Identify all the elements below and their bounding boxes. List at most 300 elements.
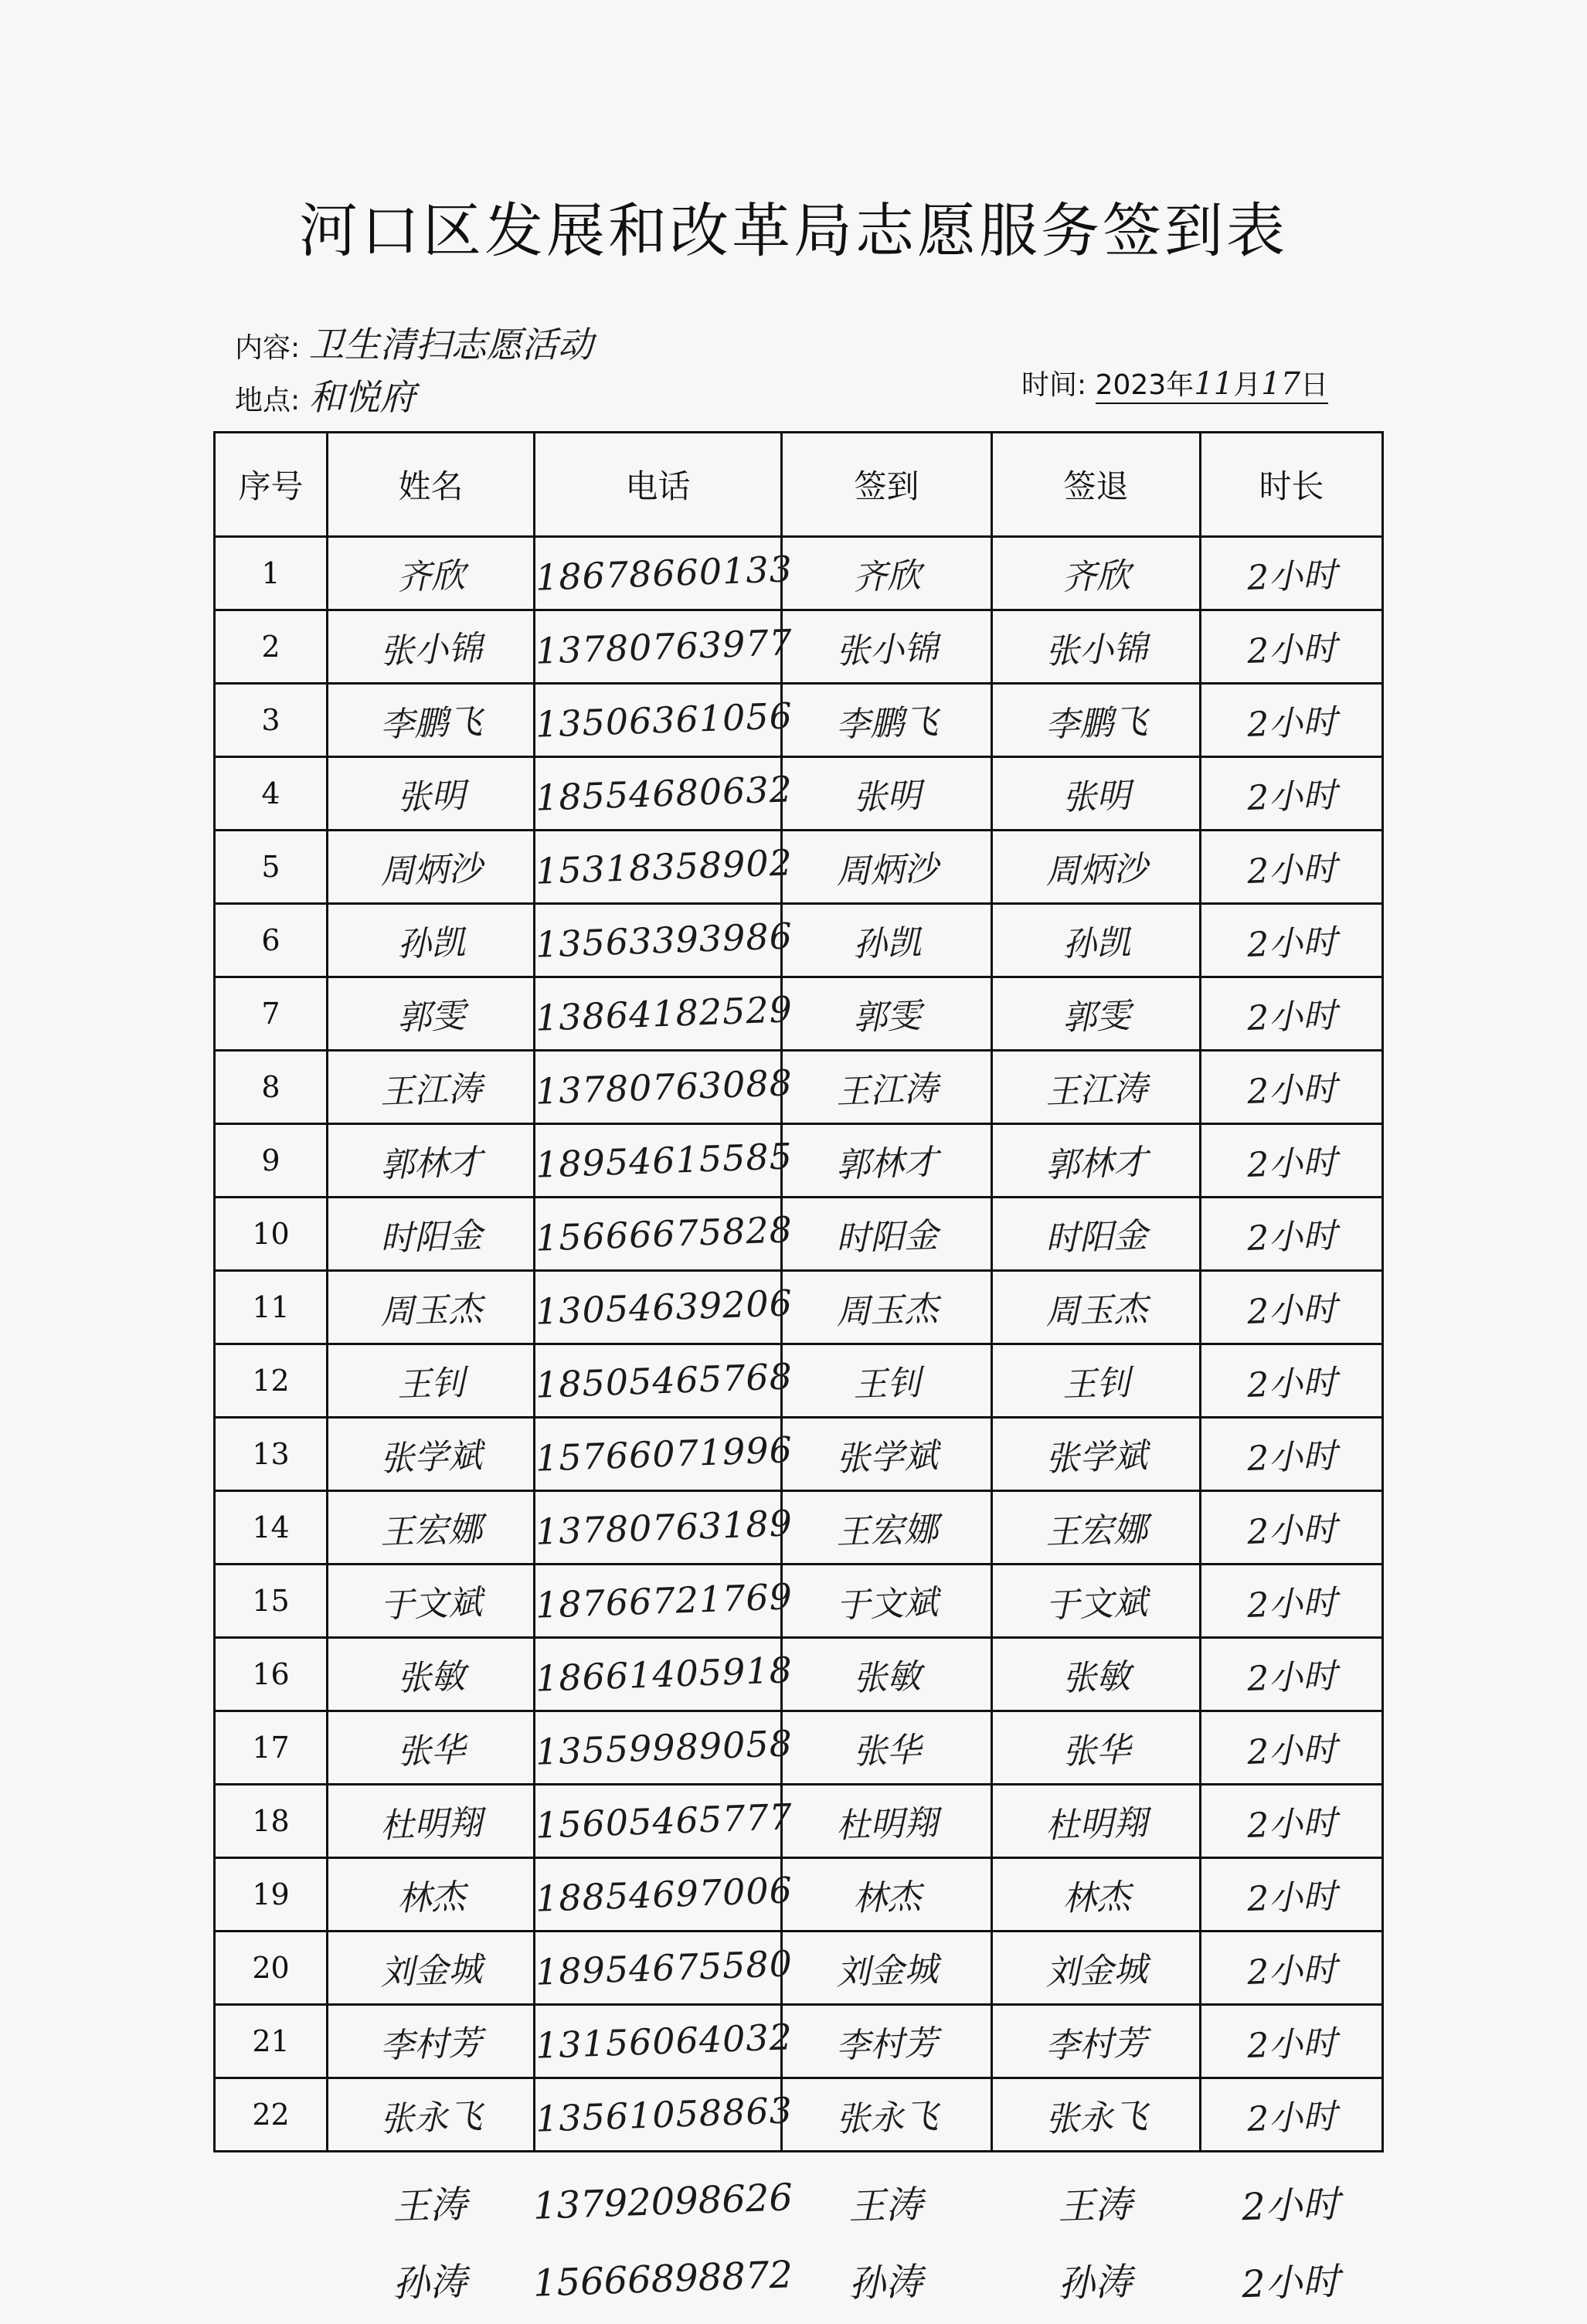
sign-out-cell-text: 杜明翔 bbox=[1044, 1802, 1148, 1847]
duration-cell-text: 2小时 bbox=[1245, 2023, 1337, 2067]
duration-cell-text: 2小时 bbox=[1245, 1656, 1337, 1700]
row-number-text: 13 bbox=[252, 1437, 290, 1471]
phone-cell bbox=[535, 1418, 794, 1491]
duration-cell-text: 2小时 bbox=[1245, 1142, 1337, 1186]
row-number bbox=[215, 1124, 328, 1198]
date-month-suffix: 月 bbox=[1233, 369, 1262, 401]
duration-cell-text: 2小时 bbox=[1245, 1215, 1337, 1259]
sign-out-cell-text: 林杰 bbox=[1061, 1877, 1131, 1919]
sign-in-cell-text: 张永飞 bbox=[834, 2096, 939, 2140]
sign-out-cell bbox=[992, 2005, 1201, 2078]
sign-out-cell bbox=[992, 1051, 1201, 1124]
sign-out-cell-text: 张明 bbox=[1061, 776, 1131, 818]
row-number-text: 15 bbox=[252, 1584, 290, 1618]
row-number-text: 12 bbox=[252, 1364, 290, 1398]
table-row bbox=[215, 1491, 1383, 1565]
name-cell-text: 郭林才 bbox=[379, 1142, 483, 1186]
phone-cell-text: 13156064032 bbox=[535, 2016, 794, 2067]
table-row bbox=[215, 1051, 1383, 1124]
duration-cell bbox=[1201, 2005, 1383, 2078]
phone-cell-text: 13563393986 bbox=[535, 915, 794, 966]
table-row bbox=[215, 1785, 1383, 1858]
duration-cell-text: 2小时 bbox=[1245, 1069, 1337, 1113]
sign-in-cell-text: 郭林才 bbox=[834, 1142, 939, 1186]
phone-cell-text: 15666675828 bbox=[535, 1208, 794, 1259]
row-number-text: 21 bbox=[252, 2024, 290, 2058]
phone-cell-text: 18954675580 bbox=[535, 1942, 794, 1993]
duration-cell-text: 2小时 bbox=[1245, 1729, 1337, 1773]
sign-out-cell-text: 齐欣 bbox=[1061, 556, 1131, 598]
sign-in-cell-text: 李村芳 bbox=[834, 2023, 939, 2067]
sign-out-cell bbox=[992, 2078, 1201, 2152]
extra-dur-cell bbox=[1199, 2176, 1381, 2229]
sign-in-cell-text: 王江涛 bbox=[834, 1069, 939, 1113]
name-cell-text: 张明 bbox=[396, 776, 466, 818]
row-number-text: 16 bbox=[252, 1657, 290, 1691]
duration-cell bbox=[1201, 1932, 1383, 2005]
name-cell bbox=[328, 1565, 535, 1638]
sign-out-cell bbox=[992, 537, 1201, 610]
duration-cell-text: 2小时 bbox=[1245, 628, 1337, 672]
duration-cell-text: 2小时 bbox=[1245, 1289, 1337, 1333]
sign-in-cell-text: 周炳沙 bbox=[834, 848, 939, 892]
row-number bbox=[215, 1565, 328, 1638]
name-cell-text: 王宏娜 bbox=[379, 1509, 483, 1553]
phone-cell bbox=[535, 1711, 794, 1785]
name-cell-text: 王钊 bbox=[396, 1363, 466, 1405]
extra-name-text: 王涛 bbox=[392, 2182, 468, 2229]
row-number-text: 8 bbox=[261, 1070, 280, 1104]
name-cell bbox=[328, 1858, 535, 1932]
row-number-text: 9 bbox=[261, 1143, 280, 1177]
phone-cell-text: 15318358902 bbox=[535, 841, 794, 892]
name-cell-text: 张小锦 bbox=[379, 628, 483, 672]
phone-cell-text: 18661405918 bbox=[535, 1649, 794, 1700]
sign-out-cell bbox=[992, 610, 1201, 684]
header-duration: 时长 bbox=[1201, 433, 1383, 537]
table-row bbox=[215, 2005, 1383, 2078]
row-number bbox=[215, 1932, 328, 2005]
extra-name-text: 孙涛 bbox=[392, 2259, 468, 2306]
sign-in-cell-text: 刘金城 bbox=[834, 1949, 939, 1993]
phone-cell-text: 13506361056 bbox=[535, 695, 794, 746]
header-sign-in: 签到 bbox=[782, 433, 992, 537]
table-row bbox=[215, 904, 1383, 977]
table-row bbox=[215, 1565, 1383, 1638]
sign-in-cell bbox=[782, 2078, 992, 2152]
sign-in-cell-text: 李鹏飞 bbox=[834, 702, 939, 746]
name-cell-text: 李村芳 bbox=[379, 2023, 483, 2067]
date-day: 17 bbox=[1261, 366, 1301, 402]
sign-out-cell-text: 刘金城 bbox=[1044, 1949, 1148, 1993]
sign-in-cell bbox=[782, 977, 992, 1051]
duration-cell bbox=[1201, 977, 1383, 1051]
sign-out-cell bbox=[992, 831, 1201, 904]
phone-cell-text: 13780763189 bbox=[535, 1502, 794, 1553]
phone-cell bbox=[535, 831, 794, 904]
sign-out-cell bbox=[992, 757, 1201, 831]
extra-dur-cell bbox=[1199, 2253, 1381, 2306]
phone-cell-text: 13864182529 bbox=[535, 988, 794, 1039]
phone-cell bbox=[535, 1051, 794, 1124]
sign-in-cell bbox=[782, 1051, 992, 1124]
table-row bbox=[215, 1198, 1383, 1271]
sign-out-cell-text: 张敏 bbox=[1061, 1656, 1131, 1699]
duration-cell-text: 2小时 bbox=[1245, 848, 1337, 892]
content-value: 卫生清扫志愿活动 bbox=[308, 324, 593, 365]
name-cell-text: 郭雯 bbox=[396, 996, 466, 1038]
header-row bbox=[215, 433, 1383, 537]
name-cell bbox=[328, 1932, 535, 2005]
name-cell bbox=[328, 1785, 535, 1858]
phone-cell-text: 13054639206 bbox=[535, 1282, 794, 1333]
extra-name-cell bbox=[326, 2253, 533, 2306]
row-number bbox=[215, 1711, 328, 1785]
sign-out-cell bbox=[992, 1124, 1201, 1198]
sign-out-cell-text: 王宏娜 bbox=[1044, 1509, 1148, 1553]
phone-cell bbox=[535, 1491, 794, 1565]
phone-cell bbox=[535, 904, 794, 977]
duration-cell bbox=[1201, 1565, 1383, 1638]
row-number bbox=[215, 684, 328, 757]
table-row bbox=[215, 831, 1383, 904]
table-row bbox=[215, 757, 1383, 831]
duration-cell bbox=[1201, 1858, 1383, 1932]
sign-in-cell bbox=[782, 2005, 992, 2078]
extra-out-cell bbox=[991, 2176, 1199, 2229]
duration-cell-text: 2小时 bbox=[1245, 1876, 1337, 1920]
sign-in-cell bbox=[782, 684, 992, 757]
sign-out-cell-text: 郭雯 bbox=[1061, 996, 1131, 1038]
row-number-text: 10 bbox=[252, 1217, 290, 1251]
sign-in-cell-text: 于文斌 bbox=[834, 1582, 939, 1626]
duration-cell bbox=[1201, 757, 1383, 831]
phone-cell bbox=[535, 1198, 794, 1271]
name-cell-text: 齐欣 bbox=[396, 556, 466, 598]
sign-out-cell bbox=[992, 1565, 1201, 1638]
name-cell-text: 张学斌 bbox=[379, 1436, 483, 1480]
duration-cell-text: 2小时 bbox=[1245, 1582, 1337, 1626]
phone-cell-text: 13561058863 bbox=[535, 2089, 794, 2140]
sign-in-cell bbox=[782, 1344, 992, 1418]
sign-in-cell bbox=[782, 1932, 992, 2005]
sign-out-cell bbox=[992, 1858, 1201, 1932]
sign-out-cell-text: 周炳沙 bbox=[1044, 848, 1148, 892]
sign-in-cell bbox=[782, 1271, 992, 1344]
location-value: 和悦府 bbox=[308, 376, 416, 418]
duration-cell bbox=[1201, 1491, 1383, 1565]
sign-out-cell bbox=[992, 1271, 1201, 1344]
row-number bbox=[215, 2078, 328, 2152]
row-number bbox=[215, 2005, 328, 2078]
sign-out-cell-text: 孙凯 bbox=[1061, 922, 1131, 965]
header-phone: 电话 bbox=[535, 433, 782, 537]
duration-cell bbox=[1201, 1785, 1383, 1858]
sign-in-cell-text: 齐欣 bbox=[851, 556, 922, 598]
name-cell-text: 王江涛 bbox=[379, 1069, 483, 1113]
name-cell bbox=[328, 537, 535, 610]
phone-cell-text: 18954615585 bbox=[535, 1135, 794, 1186]
table-row bbox=[215, 610, 1383, 684]
sign-in-cell-text: 张华 bbox=[851, 1730, 922, 1772]
sign-out-cell-text: 于文斌 bbox=[1044, 1582, 1148, 1626]
date-value bbox=[1095, 366, 1329, 404]
row-number-text: 18 bbox=[252, 1804, 290, 1838]
phone-cell bbox=[535, 1565, 794, 1638]
row-number bbox=[215, 757, 328, 831]
table-row bbox=[215, 977, 1383, 1051]
sign-out-cell-text: 时阳金 bbox=[1044, 1215, 1148, 1259]
sign-out-cell bbox=[992, 684, 1201, 757]
name-cell bbox=[328, 1711, 535, 1785]
phone-cell bbox=[535, 610, 794, 684]
duration-cell-text: 2小时 bbox=[1245, 1802, 1337, 1847]
row-number bbox=[215, 1491, 328, 1565]
phone-cell-text: 18505465768 bbox=[535, 1355, 794, 1406]
name-cell-text: 张敏 bbox=[396, 1656, 466, 1699]
name-cell-text: 李鹏飞 bbox=[379, 702, 483, 746]
phone-cell-text: 13780763977 bbox=[535, 621, 794, 672]
extra-phone-text: 13792098626 bbox=[532, 2176, 794, 2228]
phone-cell bbox=[535, 537, 794, 610]
sign-in-cell-text: 王钊 bbox=[851, 1363, 922, 1405]
row-number-text: 14 bbox=[252, 1510, 290, 1544]
name-cell bbox=[328, 977, 535, 1051]
phone-cell bbox=[535, 977, 794, 1051]
header-name: 姓名 bbox=[328, 433, 535, 537]
row-number-text: 6 bbox=[261, 923, 280, 957]
row-number bbox=[215, 1271, 328, 1344]
row-number-text: 20 bbox=[252, 1951, 290, 1985]
duration-cell-text: 2小时 bbox=[1245, 775, 1337, 819]
phone-cell bbox=[535, 2078, 794, 2152]
duration-cell bbox=[1201, 1418, 1383, 1491]
table-row bbox=[215, 1271, 1383, 1344]
row-number bbox=[215, 1051, 328, 1124]
phone-cell-text: 18554680632 bbox=[535, 768, 794, 819]
duration-cell bbox=[1201, 831, 1383, 904]
table-row bbox=[215, 1858, 1383, 1932]
sign-in-cell bbox=[782, 610, 992, 684]
name-cell bbox=[328, 1638, 535, 1711]
phone-cell bbox=[535, 1344, 794, 1418]
name-cell bbox=[328, 2005, 535, 2078]
extra-phone-text: 15666898872 bbox=[532, 2253, 794, 2305]
sign-out-cell-text: 张小锦 bbox=[1044, 628, 1148, 672]
duration-cell bbox=[1201, 2078, 1383, 2152]
name-cell bbox=[328, 1124, 535, 1198]
date-year: 2023 bbox=[1095, 369, 1167, 401]
header-no: 序号 bbox=[215, 433, 328, 537]
extra-row bbox=[213, 2241, 1381, 2318]
phone-cell-text: 15605465777 bbox=[535, 1796, 794, 1847]
sign-out-cell bbox=[992, 1344, 1201, 1418]
duration-cell-text: 2小时 bbox=[1245, 1509, 1337, 1553]
sign-in-cell bbox=[782, 1565, 992, 1638]
sign-out-cell-text: 张永飞 bbox=[1044, 2096, 1148, 2140]
extra-row bbox=[213, 2163, 1381, 2241]
sign-out-cell-text: 张华 bbox=[1061, 1730, 1131, 1772]
sign-in-cell-text: 林杰 bbox=[851, 1877, 922, 1919]
table-row bbox=[215, 1711, 1383, 1785]
date-line bbox=[1021, 363, 1328, 403]
row-number-text: 19 bbox=[252, 1877, 290, 1911]
extra-entries bbox=[213, 2163, 1381, 2318]
extra-in-cell bbox=[780, 2176, 991, 2229]
sign-out-cell-text: 李村芳 bbox=[1044, 2023, 1148, 2067]
table-row bbox=[215, 1418, 1383, 1491]
duration-cell-text: 2小时 bbox=[1245, 1436, 1337, 1480]
row-number-text: 7 bbox=[261, 997, 280, 1031]
row-number bbox=[215, 1344, 328, 1418]
duration-cell bbox=[1201, 1271, 1383, 1344]
row-number bbox=[215, 1638, 328, 1711]
duration-cell bbox=[1201, 610, 1383, 684]
name-cell bbox=[328, 610, 535, 684]
phone-cell-text: 15766071996 bbox=[535, 1429, 794, 1480]
name-cell bbox=[328, 684, 535, 757]
sign-in-cell-text: 张敏 bbox=[851, 1656, 922, 1699]
duration-cell bbox=[1201, 1198, 1383, 1271]
duration-cell bbox=[1201, 1124, 1383, 1198]
date-month: 11 bbox=[1194, 366, 1234, 402]
duration-cell bbox=[1201, 904, 1383, 977]
phone-cell-text: 18678660133 bbox=[535, 548, 794, 599]
extra-dur-text: 2小时 bbox=[1240, 2182, 1341, 2229]
extra-out-text: 孙涛 bbox=[1057, 2259, 1133, 2306]
name-cell-text: 时阳金 bbox=[379, 1215, 483, 1259]
duration-cell bbox=[1201, 1051, 1383, 1124]
name-cell bbox=[328, 831, 535, 904]
duration-cell bbox=[1201, 1711, 1383, 1785]
duration-cell-text: 2小时 bbox=[1245, 702, 1337, 746]
sign-in-cell bbox=[782, 757, 992, 831]
extra-dur-text: 2小时 bbox=[1240, 2259, 1341, 2306]
sign-out-cell bbox=[992, 977, 1201, 1051]
extra-phone-cell bbox=[532, 2253, 794, 2305]
phone-cell bbox=[535, 1932, 794, 2005]
sign-out-cell bbox=[992, 1418, 1201, 1491]
extra-name-cell bbox=[326, 2176, 533, 2229]
row-number bbox=[215, 1198, 328, 1271]
sign-in-cell-text: 孙凯 bbox=[851, 922, 922, 965]
sign-in-cell bbox=[782, 1198, 992, 1271]
name-cell bbox=[328, 1344, 535, 1418]
sign-out-cell bbox=[992, 1198, 1201, 1271]
row-number bbox=[215, 610, 328, 684]
sign-in-cell bbox=[782, 1858, 992, 1932]
sign-out-cell bbox=[992, 1785, 1201, 1858]
duration-cell-text: 2小时 bbox=[1245, 995, 1337, 1039]
name-cell bbox=[328, 1491, 535, 1565]
phone-cell bbox=[535, 1858, 794, 1932]
name-cell bbox=[328, 1051, 535, 1124]
table-row bbox=[215, 1638, 1383, 1711]
sign-out-cell bbox=[992, 1711, 1201, 1785]
row-number bbox=[215, 1418, 328, 1491]
sign-in-cell-text: 张学斌 bbox=[834, 1436, 939, 1480]
row-number-text: 17 bbox=[252, 1731, 290, 1765]
sign-in-cell bbox=[782, 831, 992, 904]
row-number bbox=[215, 977, 328, 1051]
sign-in-cell bbox=[782, 1124, 992, 1198]
content-line bbox=[235, 317, 593, 368]
row-number-text: 11 bbox=[252, 1290, 290, 1324]
table-row bbox=[215, 1124, 1383, 1198]
date-day-suffix: 日 bbox=[1300, 369, 1329, 401]
name-cell-text: 于文斌 bbox=[379, 1582, 483, 1626]
name-cell bbox=[328, 1418, 535, 1491]
name-cell bbox=[328, 2078, 535, 2152]
table-row bbox=[215, 1344, 1383, 1418]
name-cell-text: 周玉杰 bbox=[379, 1289, 483, 1333]
phone-cell bbox=[535, 1271, 794, 1344]
sign-out-cell-text: 周玉杰 bbox=[1044, 1289, 1148, 1333]
sign-in-cell bbox=[782, 1418, 992, 1491]
row-number-text: 2 bbox=[261, 630, 280, 664]
sign-in-cell-text: 王宏娜 bbox=[834, 1509, 939, 1553]
table-row bbox=[215, 1932, 1383, 2005]
sign-in-cell-text: 杜明翔 bbox=[834, 1802, 939, 1847]
row-number bbox=[215, 1858, 328, 1932]
row-number bbox=[215, 831, 328, 904]
extra-in-cell bbox=[780, 2253, 991, 2306]
phone-cell bbox=[535, 757, 794, 831]
duration-cell-text: 2小时 bbox=[1245, 555, 1337, 599]
duration-cell bbox=[1201, 537, 1383, 610]
sign-out-cell bbox=[992, 1638, 1201, 1711]
sign-out-cell bbox=[992, 1932, 1201, 2005]
table-row bbox=[215, 537, 1383, 610]
location-label: 地点: bbox=[235, 385, 301, 416]
duration-cell-text: 2小时 bbox=[1245, 2096, 1337, 2140]
sign-out-cell bbox=[992, 904, 1201, 977]
row-number bbox=[215, 537, 328, 610]
phone-cell bbox=[535, 1785, 794, 1858]
extra-in-text: 王涛 bbox=[848, 2182, 924, 2229]
time-label: 时间: bbox=[1021, 369, 1087, 401]
name-cell-text: 周炳沙 bbox=[379, 848, 483, 892]
sign-in-cell-text: 张小锦 bbox=[834, 628, 939, 672]
row-number-text: 22 bbox=[252, 2098, 290, 2132]
name-cell-text: 孙凯 bbox=[396, 922, 466, 965]
sign-out-cell-text: 王钊 bbox=[1061, 1363, 1131, 1405]
extra-out-cell bbox=[991, 2253, 1199, 2306]
extra-in-text: 孙涛 bbox=[848, 2259, 924, 2306]
sign-in-cell-text: 郭雯 bbox=[851, 996, 922, 1038]
table-row bbox=[215, 684, 1383, 757]
phone-cell-text: 13559989058 bbox=[535, 1722, 794, 1773]
name-cell bbox=[328, 757, 535, 831]
sign-out-cell bbox=[992, 1491, 1201, 1565]
content-label: 内容: bbox=[235, 332, 301, 364]
name-cell-text: 刘金城 bbox=[379, 1949, 483, 1993]
sign-in-cell bbox=[782, 1491, 992, 1565]
phone-cell-text: 18766721769 bbox=[535, 1575, 794, 1626]
name-cell-text: 张永飞 bbox=[379, 2096, 483, 2140]
sign-in-cell bbox=[782, 1785, 992, 1858]
phone-cell bbox=[535, 1124, 794, 1198]
sign-in-cell-text: 时阳金 bbox=[834, 1215, 939, 1259]
name-cell bbox=[328, 1198, 535, 1271]
phone-cell bbox=[535, 2005, 794, 2078]
duration-cell bbox=[1201, 1638, 1383, 1711]
page-title: 河口区发展和改革局志愿服务签到表 bbox=[299, 196, 1288, 265]
name-cell-text: 张华 bbox=[396, 1730, 466, 1772]
row-number-text: 4 bbox=[261, 776, 280, 810]
name-cell bbox=[328, 1271, 535, 1344]
row-number bbox=[215, 1785, 328, 1858]
